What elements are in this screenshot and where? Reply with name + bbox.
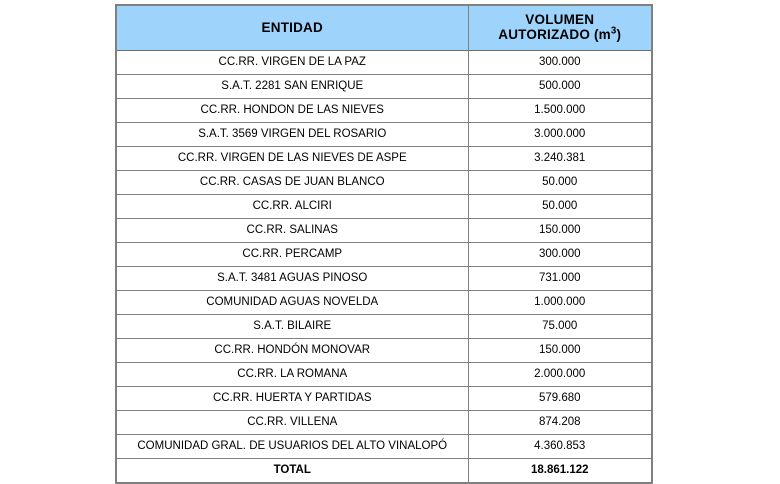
cell-entidad: CC.RR. PERCAMP bbox=[116, 243, 468, 267]
table-row bbox=[116, 123, 652, 147]
column-header-volumen-superscript: 3 bbox=[610, 25, 617, 37]
total-row bbox=[116, 459, 652, 484]
cell-entidad: CC.RR. ALCIRI bbox=[116, 195, 468, 219]
cell-volumen: 300.000 bbox=[468, 243, 652, 267]
cell-entidad: COMUNIDAD GRAL. DE USUARIOS DEL ALTO VINALOPÓ bbox=[116, 435, 468, 459]
total-value: 18.861.122 bbox=[468, 459, 652, 484]
cell-volumen: 2.000.000 bbox=[468, 363, 652, 387]
table-row bbox=[116, 315, 652, 339]
table-row bbox=[116, 267, 652, 291]
table-row bbox=[116, 243, 652, 267]
cell-volumen: 300.000 bbox=[468, 51, 652, 75]
header-row bbox=[116, 5, 652, 51]
table-row bbox=[116, 219, 652, 243]
cell-volumen: 3.000.000 bbox=[468, 123, 652, 147]
cell-volumen: 731.000 bbox=[468, 267, 652, 291]
volume-table-container bbox=[115, 4, 651, 484]
cell-volumen: 50.000 bbox=[468, 171, 652, 195]
cell-entidad: CC.RR. LA ROMANA bbox=[116, 363, 468, 387]
total-label: TOTAL bbox=[116, 459, 468, 484]
cell-volumen: 75.000 bbox=[468, 315, 652, 339]
cell-volumen: 1.500.000 bbox=[468, 99, 652, 123]
table-row bbox=[116, 171, 652, 195]
cell-entidad: CC.RR. CASAS DE JUAN BLANCO bbox=[116, 171, 468, 195]
table-row bbox=[116, 291, 652, 315]
cell-entidad: S.A.T. 2281 SAN ENRIQUE bbox=[116, 75, 468, 99]
table-row bbox=[116, 411, 652, 435]
column-header-volumen-line1: VOLUMEN bbox=[525, 12, 595, 28]
cell-entidad: CC.RR. HONDÓN MONOVAR bbox=[116, 339, 468, 363]
table-row bbox=[116, 387, 652, 411]
volumen-autorizado-table bbox=[115, 4, 653, 484]
column-header-volumen-line2 bbox=[469, 25, 652, 43]
cell-entidad: S.A.T. 3569 VIRGEN DEL ROSARIO bbox=[116, 123, 468, 147]
table-body bbox=[116, 51, 652, 484]
table-row bbox=[116, 195, 652, 219]
column-header-volumen bbox=[468, 5, 652, 51]
cell-volumen: 50.000 bbox=[468, 195, 652, 219]
cell-entidad: CC.RR. SALINAS bbox=[116, 219, 468, 243]
table-header bbox=[116, 5, 652, 51]
table-row bbox=[116, 363, 652, 387]
cell-volumen: 150.000 bbox=[468, 339, 652, 363]
cell-entidad: S.A.T. BILAIRE bbox=[116, 315, 468, 339]
cell-entidad: CC.RR. VIRGEN DE LA PAZ bbox=[116, 51, 468, 75]
column-header-volumen-paren-close: ) bbox=[616, 27, 622, 42]
cell-entidad: CC.RR. VIRGEN DE LAS NIEVES DE ASPE bbox=[116, 147, 468, 171]
table-row bbox=[116, 339, 652, 363]
column-header-volumen-unit-text: AUTORIZADO (m bbox=[498, 27, 611, 42]
cell-entidad: CC.RR. HUERTA Y PARTIDAS bbox=[116, 387, 468, 411]
cell-volumen: 1.000.000 bbox=[468, 291, 652, 315]
table-row bbox=[116, 51, 652, 75]
cell-entidad: S.A.T. 3481 AGUAS PINOSO bbox=[116, 267, 468, 291]
table-row bbox=[116, 75, 652, 99]
column-header-entidad: ENTIDAD bbox=[116, 5, 468, 51]
table-row bbox=[116, 435, 652, 459]
cell-volumen: 500.000 bbox=[468, 75, 652, 99]
cell-volumen: 874.208 bbox=[468, 411, 652, 435]
table-row bbox=[116, 99, 652, 123]
cell-entidad: CC.RR. HONDON DE LAS NIEVES bbox=[116, 99, 468, 123]
cell-entidad: COMUNIDAD AGUAS NOVELDA bbox=[116, 291, 468, 315]
cell-volumen: 4.360.853 bbox=[468, 435, 652, 459]
table-row bbox=[116, 147, 652, 171]
cell-volumen: 3.240.381 bbox=[468, 147, 652, 171]
cell-entidad: CC.RR. VILLENA bbox=[116, 411, 468, 435]
cell-volumen: 150.000 bbox=[468, 219, 652, 243]
cell-volumen: 579.680 bbox=[468, 387, 652, 411]
